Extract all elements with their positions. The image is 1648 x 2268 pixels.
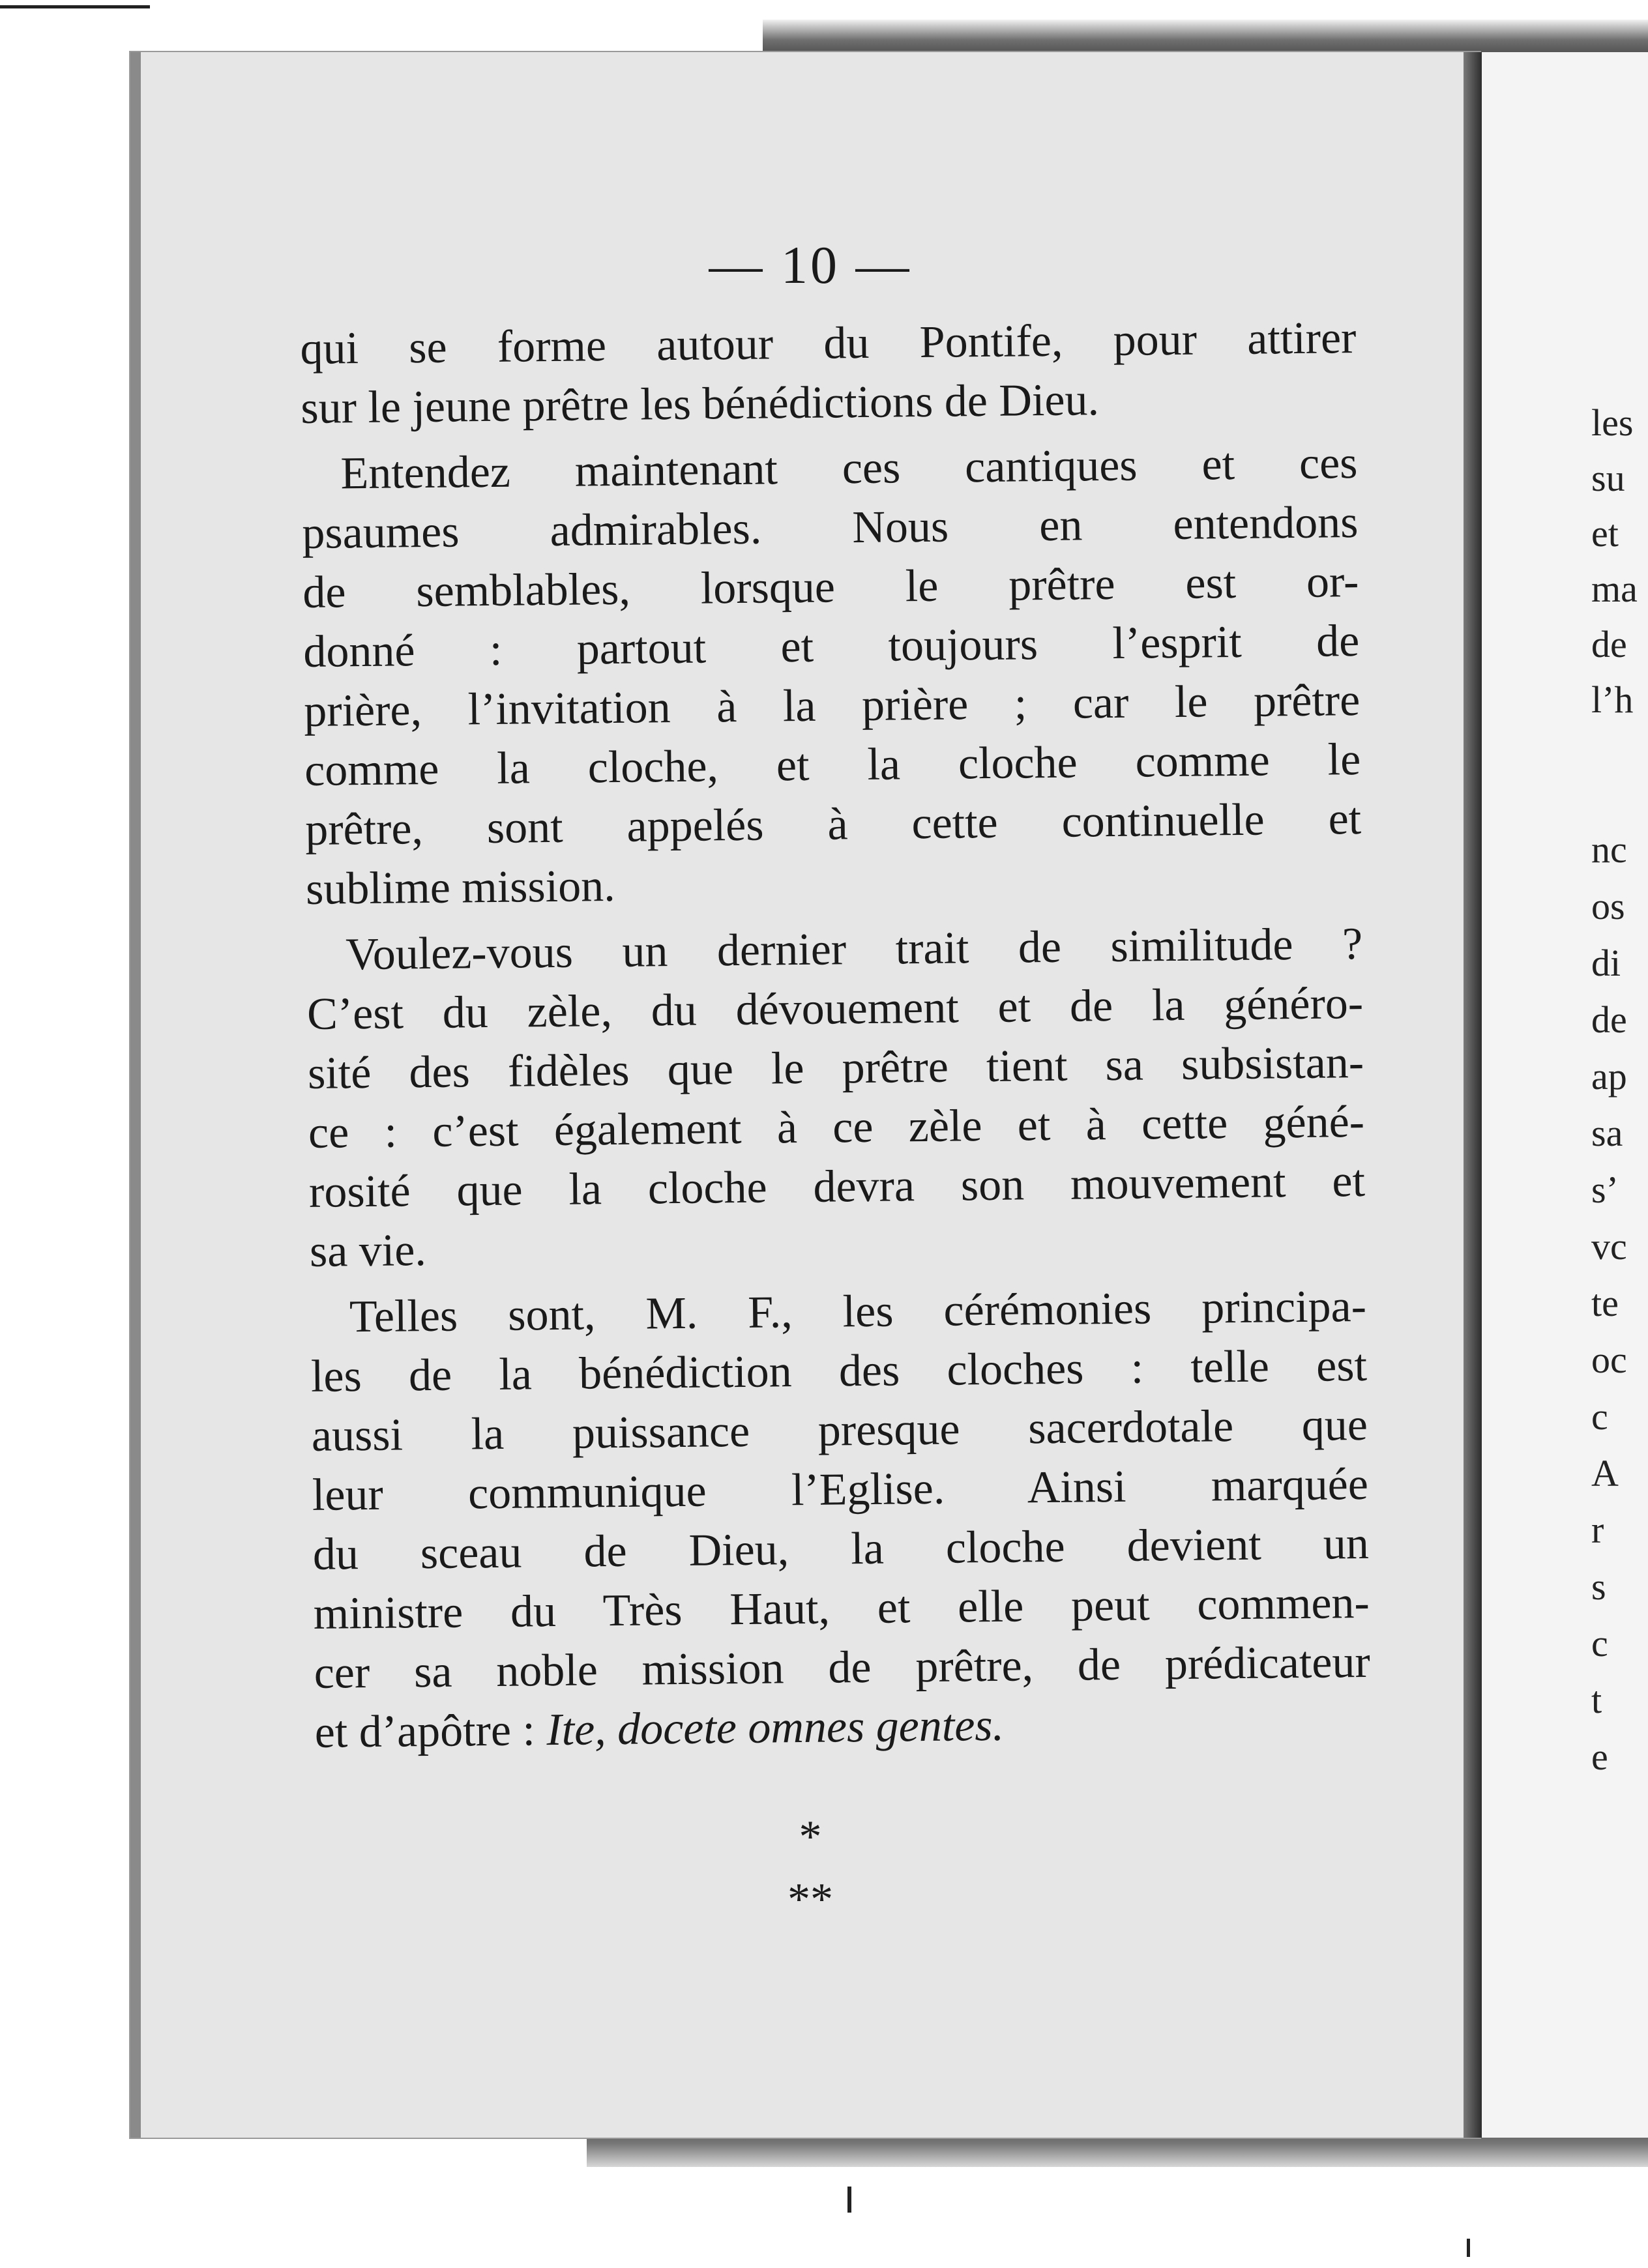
text-line: aussi la puissance presque sacerdotale que	[311, 1399, 1368, 1461]
adjacent-page-fragment: c	[1591, 1395, 1608, 1438]
text-line: donné : partout et toujours l’esprit de	[302, 616, 1360, 677]
text-line: cer sa noble mission de prêtre, de prédicateur	[314, 1636, 1371, 1698]
asterism	[141, 1812, 1480, 1925]
text-line: les de la bénédiction des cloches : telle est	[310, 1340, 1368, 1402]
book-gutter	[1464, 52, 1482, 2138]
adjacent-page-fragment: te	[1591, 1282, 1619, 1324]
text-line: Voulez-vous un dernier trait de similitude ?	[345, 918, 1363, 980]
latin-quote: Ite, docete omnes gentes.	[546, 1700, 1005, 1756]
adjacent-page-fragment: ap	[1591, 1055, 1627, 1098]
stray-mark	[0, 5, 150, 8]
text-line: prêtre, sont appelés à cette continuelle et	[304, 793, 1362, 855]
adjacent-page-fragment: su	[1591, 457, 1625, 499]
text-line: sur le jeune prêtre les bénédictions de Dieu.	[301, 375, 1100, 433]
adjacent-page-fragment: les	[1591, 401, 1634, 444]
adjacent-page-fragment: e	[1591, 1736, 1608, 1778]
text-line: qui se forme autour du Pontife, pour attirer	[300, 313, 1357, 374]
text-line: ministre du Très Haut, et elle peut commen-	[313, 1577, 1370, 1639]
text-line: comme la cloche, et la cloche comme le	[304, 734, 1361, 796]
stray-mark	[847, 2187, 851, 2213]
text-line-plain: et d’apôtre :	[314, 1705, 547, 1758]
adjacent-page-fragment: et	[1591, 512, 1619, 555]
adjacent-page-fragment: de	[1591, 998, 1627, 1041]
adjacent-page-fragment: A	[1591, 1452, 1619, 1494]
adjacent-page-fragment: oc	[1591, 1339, 1627, 1381]
adjacent-page-fragment: de	[1591, 623, 1627, 665]
adjacent-page-fragment: l’h	[1591, 678, 1634, 721]
text-line: Telles sont, M. F., les cérémonies principa-	[349, 1281, 1367, 1343]
adjacent-page-fragment: t	[1591, 1679, 1602, 1721]
text-line: du sceau de Dieu, la cloche devient un	[312, 1518, 1370, 1580]
asterism-bottom: **	[787, 1874, 833, 1925]
adjacent-page-fragment: c	[1591, 1622, 1608, 1665]
text-line	[314, 1692, 1371, 1762]
body-text	[300, 308, 1371, 1762]
text-line: sité des fidèles que le prêtre tient sa subsistan-	[307, 1037, 1364, 1099]
adjacent-page	[1482, 52, 1648, 2138]
text-line: Entendez maintenant ces cantiques et ces	[340, 438, 1358, 499]
adjacent-page-fragment: os	[1591, 885, 1625, 927]
adjacent-page-fragment: sa	[1591, 1112, 1623, 1154]
adjacent-page-fragment: vc	[1591, 1225, 1627, 1268]
text-line: ce : c’est également à ce zèle et à cette géné-	[308, 1096, 1365, 1158]
text-line: C’est du zèle, du dévouement et de la généro-	[306, 978, 1364, 1040]
adjacent-page-fragment: s’	[1591, 1169, 1619, 1211]
text-line: rosité que la cloche devra son mouvement et	[308, 1156, 1366, 1217]
text-line: sublime mission.	[305, 860, 616, 914]
text-line: prière, l’invitation à la prière ; car le prêtre	[303, 675, 1361, 736]
adjacent-page-fragment: r	[1591, 1509, 1604, 1551]
stray-mark	[1467, 2239, 1470, 2257]
asterism-top: *	[799, 1812, 822, 1862]
adjacent-page-fragment: di	[1591, 942, 1621, 984]
text-line: de semblables, lorsque le prêtre est or-	[302, 557, 1359, 618]
text-line: leur communique l’Eglise. Ainsi marquée	[312, 1459, 1369, 1520]
adjacent-page-fragment: s	[1591, 1565, 1606, 1608]
adjacent-page-fragment: ma	[1591, 568, 1638, 610]
adjacent-page-fragment: nc	[1591, 828, 1627, 871]
text-line: psaumes admirables. Nous en entendons	[302, 497, 1359, 559]
text-line: sa vie.	[309, 1225, 427, 1277]
page-number: — 10 —	[709, 235, 912, 295]
